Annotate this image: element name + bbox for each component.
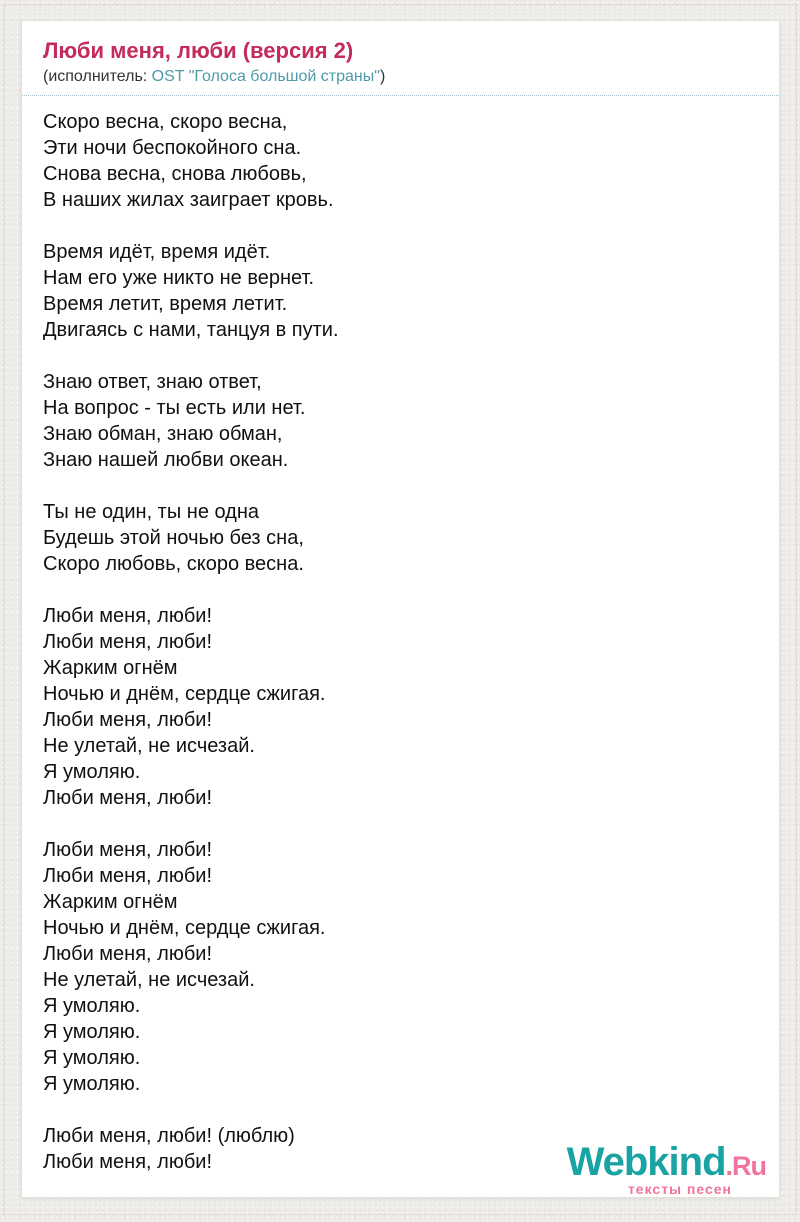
lyric-line: Люби меня, люби!	[43, 1151, 213, 1173]
lyric-line: Люби меня, люби!	[43, 605, 213, 627]
lyric-line: На вопрос - ты есть или нет.	[43, 397, 306, 419]
lyric-line: Ты не один, ты не одна	[43, 501, 260, 523]
lyric-line: Нам его уже никто не вернет.	[43, 267, 314, 289]
lyric-line: Люби меня, люби!	[43, 787, 213, 809]
artist-link[interactable]: OST "Голоса большой страны"	[151, 68, 380, 85]
stanza	[43, 109, 758, 213]
lyric-line: Я умоляю.	[43, 761, 141, 783]
stanza	[43, 499, 758, 577]
artist-line	[43, 66, 758, 88]
lyric-line: Не улетай, не исчезай.	[43, 969, 255, 991]
lyric-line: Знаю нашей любви океан.	[43, 449, 289, 471]
lyric-line: Я умоляю.	[43, 1021, 141, 1043]
stanza	[43, 369, 758, 473]
song-header	[22, 21, 779, 96]
stanza	[43, 239, 758, 343]
lyric-line: Ночью и днём, сердце сжигая.	[43, 917, 326, 939]
webkind-logo[interactable]	[567, 1142, 766, 1196]
lyric-line: Люби меня, люби!	[43, 943, 213, 965]
lyric-line: Эти ночи беспокойного сна.	[43, 137, 302, 159]
lyric-line: Люби меня, люби!	[43, 839, 213, 861]
lyric-line: Знаю ответ, знаю ответ,	[43, 371, 262, 393]
lyrics-text	[22, 96, 779, 1175]
lyric-line: Время идёт, время идёт.	[43, 241, 271, 263]
lyric-line: Снова весна, снова любовь,	[43, 163, 307, 185]
stanza	[43, 837, 758, 1097]
lyric-line: В наших жилах заиграет кровь.	[43, 189, 334, 211]
lyric-line: Жарким огнём	[43, 657, 178, 679]
lyric-line: Время летит, время летит.	[43, 293, 288, 315]
artist-label-suffix: )	[379, 68, 386, 85]
lyric-line: Не улетай, не исчезай.	[43, 735, 255, 757]
logo-suffix-text: .Ru	[725, 1151, 766, 1181]
lyric-line: Люби меня, люби! (люблю)	[43, 1125, 295, 1147]
lyrics-card	[21, 20, 780, 1198]
stanza	[43, 603, 758, 811]
lyric-line: Люби меня, люби!	[43, 865, 213, 887]
lyric-line: Я умоляю.	[43, 1073, 141, 1095]
lyric-line: Жарким огнём	[43, 891, 178, 913]
lyric-line: Знаю обман, знаю обман,	[43, 423, 283, 445]
logo-primary-text: Webkind	[566, 1140, 726, 1184]
artist-label-prefix: (исполнитель:	[43, 68, 152, 85]
lyric-line: Люби меня, люби!	[43, 709, 213, 731]
lyric-line: Двигаясь с нами, танцуя в пути.	[43, 319, 339, 341]
page-title: Люби меня, люби (версия 2)	[43, 38, 354, 63]
logo-tagline: тексты песен	[627, 1181, 732, 1197]
lyric-line: Скоро весна, скоро весна,	[43, 111, 288, 133]
lyric-line: Ночью и днём, сердце сжигая.	[43, 683, 326, 705]
lyric-line: Скоро любовь, скоро весна.	[43, 553, 304, 575]
lyric-line: Я умоляю.	[43, 995, 141, 1017]
webkind-logo-wordmark	[567, 1142, 766, 1186]
lyric-line: Будешь этой ночью без сна,	[43, 527, 304, 549]
lyric-line: Я умоляю.	[43, 1047, 141, 1069]
lyric-line: Люби меня, люби!	[43, 631, 213, 653]
